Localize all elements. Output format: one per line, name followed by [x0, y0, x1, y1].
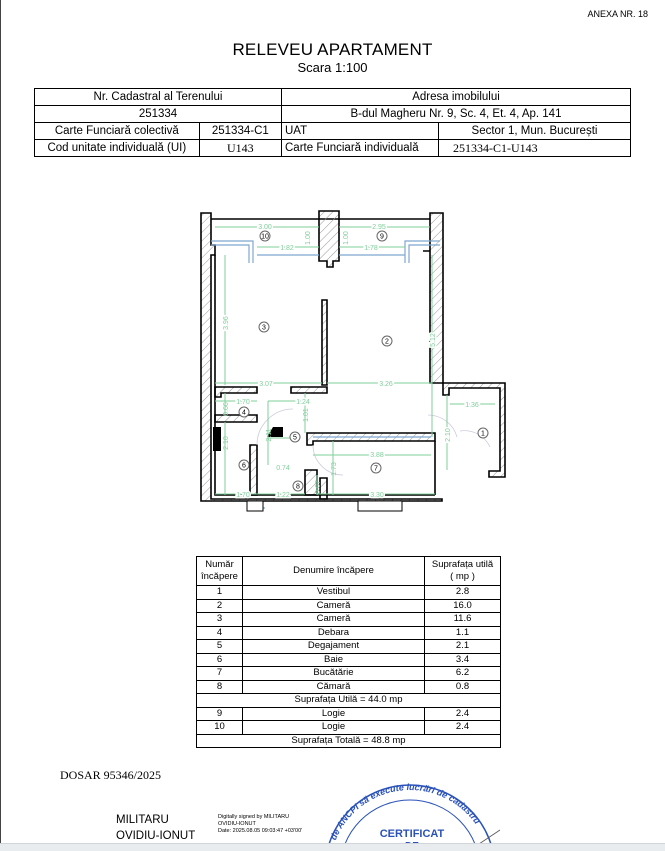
svg-text:2: 2 [385, 338, 389, 346]
svg-text:0.74: 0.74 [276, 465, 290, 472]
svg-text:1.24: 1.24 [296, 399, 310, 406]
table-row: 1 Vestibul 2.8 [197, 586, 501, 600]
svg-text:2.95: 2.95 [372, 224, 386, 231]
useful-total-row: Suprafața Utilă = 44.0 mp [197, 694, 501, 708]
svg-text:0.67: 0.67 [315, 480, 322, 494]
svg-text:3.96: 3.96 [223, 316, 230, 330]
svg-text:6: 6 [242, 462, 246, 470]
cadastral-label: Nr. Cadastral al Terenului [35, 89, 282, 106]
svg-text:CERTIFICAT: CERTIFICAT [379, 828, 445, 840]
table-row: 3 Cameră 11.6 [197, 613, 501, 627]
svg-text:3: 3 [262, 324, 266, 332]
cadastral-value: 251334 [35, 106, 282, 123]
svg-text:1.78: 1.78 [364, 245, 378, 252]
scale-label: Scara 1:100 [297, 60, 368, 75]
header-area: Suprafața utilă ( mp ) [425, 557, 501, 586]
uat-value: Sector 1, Mun. București [439, 123, 631, 140]
cf-collective-value: 251334-C1 [199, 123, 281, 140]
address-label: Adresa imobilului [282, 89, 631, 106]
rooms-table [196, 556, 501, 748]
cf-collective-label: Carte Funciară colectivă [35, 123, 200, 140]
grand-total-row: Suprafața Totală = 48.8 mp [197, 734, 501, 748]
svg-text:1.01: 1.01 [303, 408, 310, 422]
certificate-stamp-icon [320, 780, 510, 850]
svg-text:3.88: 3.88 [370, 452, 384, 459]
svg-text:0.66: 0.66 [223, 402, 230, 416]
table-row: 6 Baie 3.4 [197, 653, 501, 667]
svg-text:de ANCPI să execute lucrări de: de ANCPI să execute lucrări de cadastru [328, 781, 483, 842]
page-left-border [0, 0, 1, 845]
svg-text:3.26: 3.26 [379, 381, 393, 388]
ui-code-value: U143 [199, 140, 281, 157]
document-title: RELEVEU APARTAMENT [232, 40, 433, 59]
svg-text:1.22: 1.22 [276, 492, 290, 499]
header-number: Număr încăpere [197, 557, 243, 586]
signer-name: MILITARU OVIDIU-IONUT [116, 814, 196, 842]
svg-text:10: 10 [261, 233, 269, 241]
table-row: 4 Debara 1.1 [197, 626, 501, 640]
property-info-table [34, 88, 631, 157]
digital-signature-info[interactable]: Digitally signed by MILITARU OVIDIU-IONUT Date: 2025.08.05 09:03:47 +03'00' [218, 814, 303, 834]
svg-text:3.30: 3.30 [370, 492, 384, 499]
table-row: 7 Bucătărie 6.2 [197, 667, 501, 681]
ui-code-label: Cod unitate individuală (UI) [35, 140, 200, 157]
svg-text:1.36: 1.36 [465, 402, 479, 409]
svg-text:1.70: 1.70 [236, 399, 250, 406]
table-row: 10 Logie 2.4 [197, 721, 501, 735]
svg-text:3.07: 3.07 [259, 381, 273, 388]
svg-text:1.00: 1.00 [305, 231, 312, 245]
svg-text:3.00: 3.00 [258, 224, 272, 231]
svg-text:1.70: 1.70 [236, 492, 250, 499]
svg-text:8: 8 [296, 483, 300, 491]
svg-text:2.10: 2.10 [445, 428, 452, 442]
cf-individual-value: 251334-C1-U143 [439, 140, 631, 157]
uat-label: UAT [282, 123, 439, 140]
svg-text:7: 7 [374, 465, 378, 473]
address-value: B-dul Magheru Nr. 9, Sc. 4, Et. 4, Ap. 141 [282, 106, 631, 123]
svg-text:5.12: 5.12 [430, 333, 437, 347]
annex-number: ANEXA NR. 18 [587, 9, 648, 19]
svg-text:1.82: 1.82 [280, 245, 294, 252]
dosar-number: DOSAR 95346/2025 [60, 768, 162, 782]
svg-text:1: 1 [481, 430, 485, 438]
svg-text:2.11: 2.11 [266, 428, 273, 442]
svg-text:1.00: 1.00 [343, 231, 350, 245]
floor-plan-drawing [195, 205, 525, 515]
table-row: 8 Cămară 0.8 [197, 680, 501, 694]
svg-text:5: 5 [293, 434, 297, 442]
table-row: 2 Cameră 16.0 [197, 599, 501, 613]
svg-text:9: 9 [380, 233, 384, 241]
svg-text:1.73: 1.73 [331, 462, 338, 476]
cf-individual-label: Carte Funciară individuală [282, 140, 439, 157]
svg-text:4: 4 [242, 409, 246, 417]
table-row: 5 Degajament 2.1 [197, 640, 501, 654]
table-row: 9 Logie 2.4 [197, 707, 501, 721]
svg-text:2.10: 2.10 [223, 436, 230, 450]
header-name: Denumire încăpere [243, 557, 425, 586]
